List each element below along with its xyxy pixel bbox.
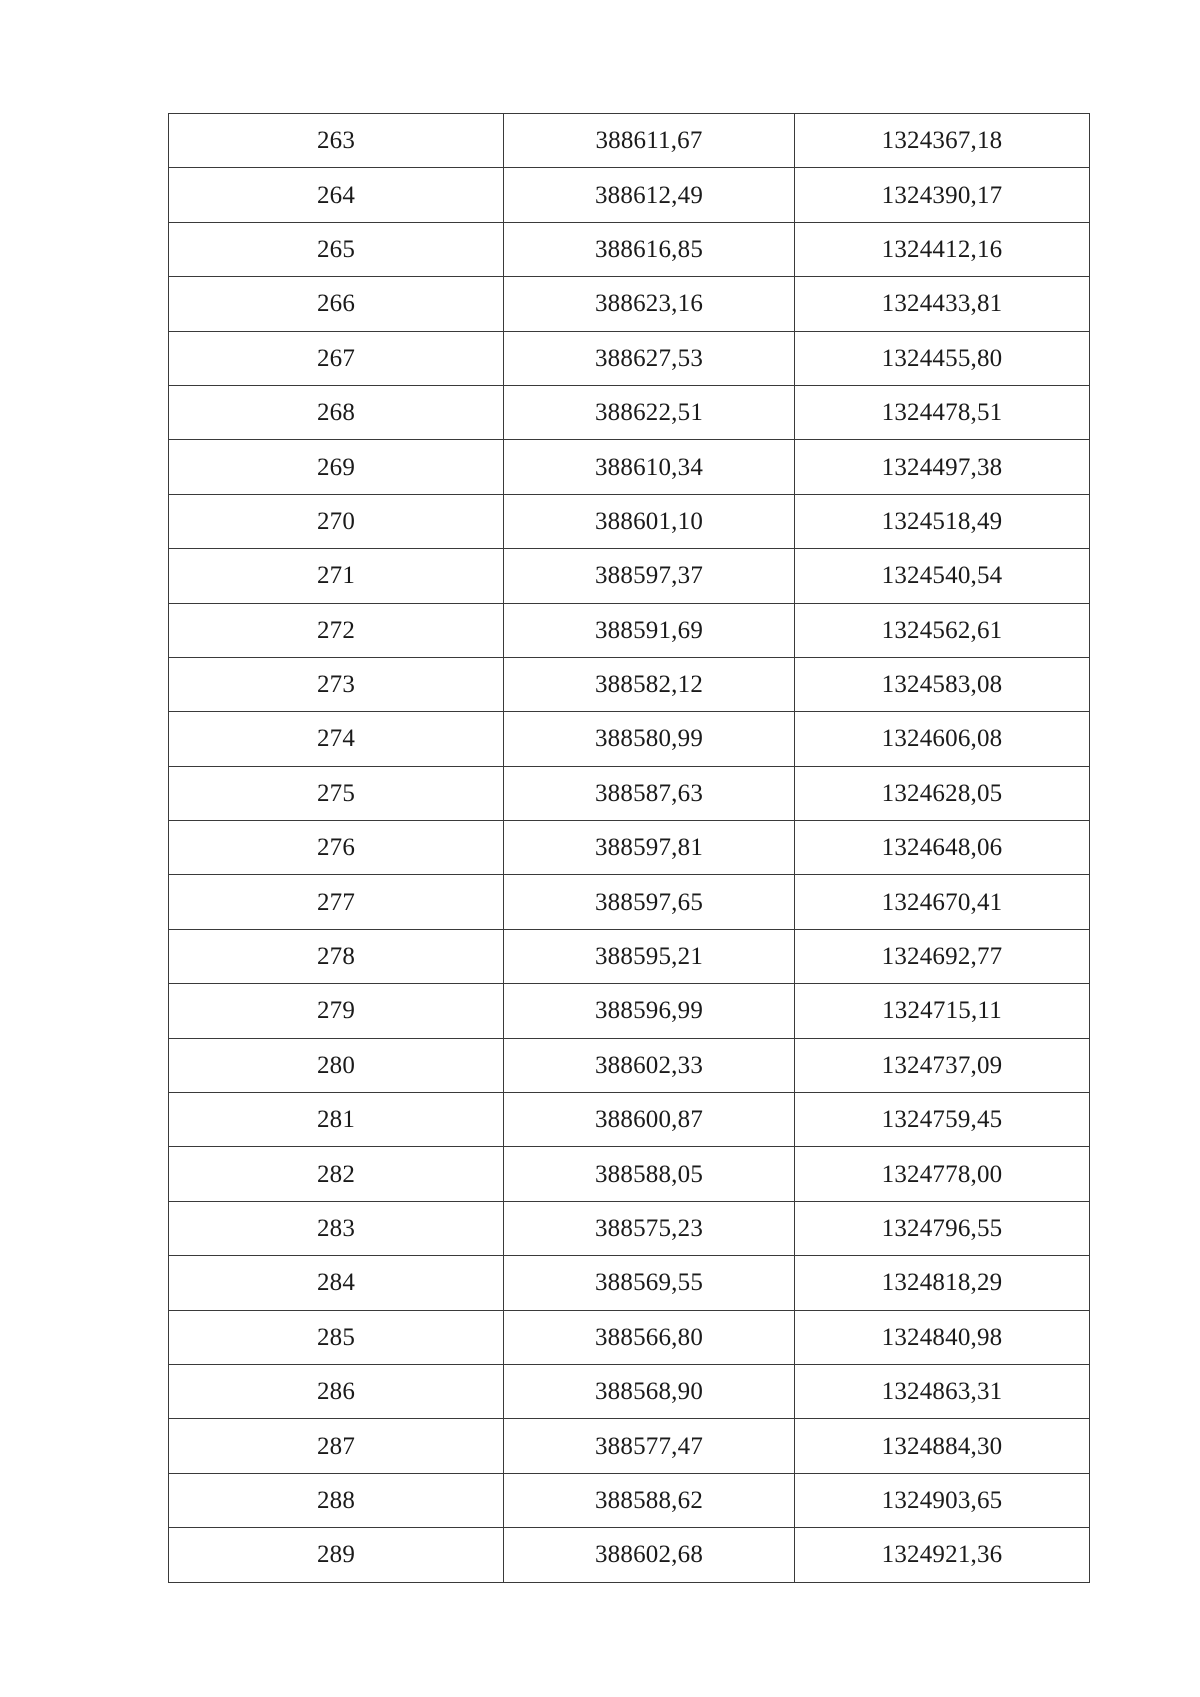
- x-coordinate-cell: 388588,05: [504, 1147, 795, 1201]
- x-coordinate-cell: 388612,49: [504, 168, 795, 222]
- y-coordinate-cell: 1324737,09: [795, 1038, 1090, 1092]
- coordinates-table-body: [169, 114, 1090, 1583]
- x-coordinate-cell: 388568,90: [504, 1364, 795, 1418]
- y-coordinate-cell: 1324670,41: [795, 875, 1090, 929]
- y-coordinate-cell: 1324412,16: [795, 222, 1090, 276]
- table-row: [169, 1093, 1090, 1147]
- x-coordinate-cell: 388597,65: [504, 875, 795, 929]
- x-coordinate-cell: 388595,21: [504, 929, 795, 983]
- point-number-cell: 264: [169, 168, 504, 222]
- table-row: [169, 875, 1090, 929]
- point-number-cell: 274: [169, 712, 504, 766]
- y-coordinate-cell: 1324692,77: [795, 929, 1090, 983]
- table-row: [169, 657, 1090, 711]
- table-row: [169, 222, 1090, 276]
- y-coordinate-cell: 1324540,54: [795, 549, 1090, 603]
- point-number-cell: 270: [169, 494, 504, 548]
- table-row: [169, 1038, 1090, 1092]
- x-coordinate-cell: 388577,47: [504, 1419, 795, 1473]
- point-number-cell: 269: [169, 440, 504, 494]
- table-row: [169, 331, 1090, 385]
- point-number-cell: 285: [169, 1310, 504, 1364]
- point-number-cell: 289: [169, 1528, 504, 1582]
- table-row: [169, 821, 1090, 875]
- table-row: [169, 766, 1090, 820]
- point-number-cell: 287: [169, 1419, 504, 1473]
- point-number-cell: 263: [169, 114, 504, 168]
- y-coordinate-cell: 1324863,31: [795, 1364, 1090, 1418]
- point-number-cell: 268: [169, 385, 504, 439]
- table-row: [169, 440, 1090, 494]
- point-number-cell: 282: [169, 1147, 504, 1201]
- point-number-cell: 283: [169, 1201, 504, 1255]
- y-coordinate-cell: 1324433,81: [795, 277, 1090, 331]
- x-coordinate-cell: 388582,12: [504, 657, 795, 711]
- y-coordinate-cell: 1324497,38: [795, 440, 1090, 494]
- table-row: [169, 168, 1090, 222]
- y-coordinate-cell: 1324715,11: [795, 984, 1090, 1038]
- x-coordinate-cell: 388569,55: [504, 1256, 795, 1310]
- y-coordinate-cell: 1324628,05: [795, 766, 1090, 820]
- y-coordinate-cell: 1324606,08: [795, 712, 1090, 766]
- point-number-cell: 272: [169, 603, 504, 657]
- y-coordinate-cell: 1324518,49: [795, 494, 1090, 548]
- point-number-cell: 279: [169, 984, 504, 1038]
- x-coordinate-cell: 388596,99: [504, 984, 795, 1038]
- x-coordinate-cell: 388566,80: [504, 1310, 795, 1364]
- point-number-cell: 286: [169, 1364, 504, 1418]
- y-coordinate-cell: 1324903,65: [795, 1473, 1090, 1527]
- x-coordinate-cell: 388602,68: [504, 1528, 795, 1582]
- coordinates-table: [168, 113, 1090, 1583]
- x-coordinate-cell: 388610,34: [504, 440, 795, 494]
- point-number-cell: 271: [169, 549, 504, 603]
- y-coordinate-cell: 1324884,30: [795, 1419, 1090, 1473]
- table-row: [169, 984, 1090, 1038]
- y-coordinate-cell: 1324562,61: [795, 603, 1090, 657]
- x-coordinate-cell: 388587,63: [504, 766, 795, 820]
- x-coordinate-cell: 388627,53: [504, 331, 795, 385]
- table-row: [169, 549, 1090, 603]
- y-coordinate-cell: 1324796,55: [795, 1201, 1090, 1255]
- x-coordinate-cell: 388591,69: [504, 603, 795, 657]
- table-row: [169, 1528, 1090, 1582]
- x-coordinate-cell: 388575,23: [504, 1201, 795, 1255]
- y-coordinate-cell: 1324818,29: [795, 1256, 1090, 1310]
- table-row: [169, 1147, 1090, 1201]
- table-row: [169, 1256, 1090, 1310]
- y-coordinate-cell: 1324648,06: [795, 821, 1090, 875]
- point-number-cell: 273: [169, 657, 504, 711]
- table-row: [169, 385, 1090, 439]
- x-coordinate-cell: 388600,87: [504, 1093, 795, 1147]
- table-row: [169, 1419, 1090, 1473]
- y-coordinate-cell: 1324367,18: [795, 114, 1090, 168]
- y-coordinate-cell: 1324921,36: [795, 1528, 1090, 1582]
- x-coordinate-cell: 388597,81: [504, 821, 795, 875]
- x-coordinate-cell: 388588,62: [504, 1473, 795, 1527]
- point-number-cell: 280: [169, 1038, 504, 1092]
- table-row: [169, 277, 1090, 331]
- x-coordinate-cell: 388622,51: [504, 385, 795, 439]
- y-coordinate-cell: 1324759,45: [795, 1093, 1090, 1147]
- table-row: [169, 1473, 1090, 1527]
- y-coordinate-cell: 1324778,00: [795, 1147, 1090, 1201]
- table-row: [169, 1310, 1090, 1364]
- table-row: [169, 114, 1090, 168]
- x-coordinate-cell: 388602,33: [504, 1038, 795, 1092]
- table-row: [169, 929, 1090, 983]
- point-number-cell: 265: [169, 222, 504, 276]
- y-coordinate-cell: 1324455,80: [795, 331, 1090, 385]
- x-coordinate-cell: 388601,10: [504, 494, 795, 548]
- x-coordinate-cell: 388616,85: [504, 222, 795, 276]
- y-coordinate-cell: 1324583,08: [795, 657, 1090, 711]
- x-coordinate-cell: 388597,37: [504, 549, 795, 603]
- point-number-cell: 277: [169, 875, 504, 929]
- y-coordinate-cell: 1324390,17: [795, 168, 1090, 222]
- point-number-cell: 275: [169, 766, 504, 820]
- y-coordinate-cell: 1324478,51: [795, 385, 1090, 439]
- y-coordinate-cell: 1324840,98: [795, 1310, 1090, 1364]
- point-number-cell: 266: [169, 277, 504, 331]
- x-coordinate-cell: 388611,67: [504, 114, 795, 168]
- point-number-cell: 267: [169, 331, 504, 385]
- x-coordinate-cell: 388623,16: [504, 277, 795, 331]
- point-number-cell: 284: [169, 1256, 504, 1310]
- point-number-cell: 281: [169, 1093, 504, 1147]
- point-number-cell: 278: [169, 929, 504, 983]
- table-row: [169, 1201, 1090, 1255]
- table-row: [169, 712, 1090, 766]
- point-number-cell: 288: [169, 1473, 504, 1527]
- table-row: [169, 494, 1090, 548]
- x-coordinate-cell: 388580,99: [504, 712, 795, 766]
- table-row: [169, 603, 1090, 657]
- table-row: [169, 1364, 1090, 1418]
- point-number-cell: 276: [169, 821, 504, 875]
